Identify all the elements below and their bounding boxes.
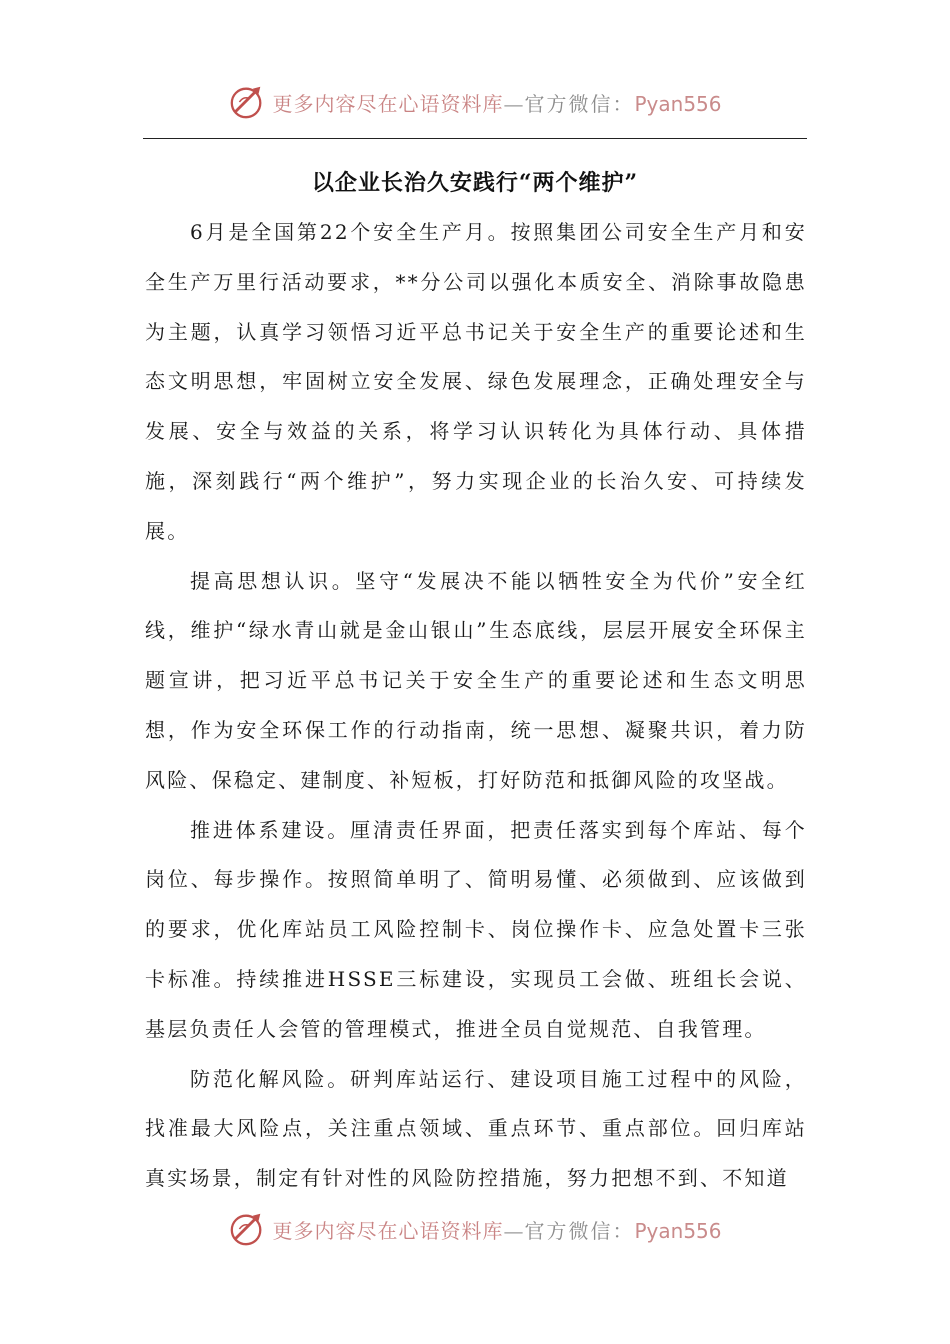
watermark-wechat-id: Pyan556: [634, 91, 722, 116]
watermark-prefix: 更多内容尽在心语资料库: [272, 91, 504, 116]
pen-nib-logo-icon: [228, 83, 266, 121]
header-divider: [143, 138, 807, 139]
watermark-text: [272, 1215, 721, 1244]
watermark-label: 官方微信：: [524, 1218, 635, 1243]
watermark-separator: —: [503, 91, 525, 116]
paragraph-2: 提高思想认识。坚守“发展决不能以牺牲安全为代价”安全红线，维护“绿水青山就是金山银山”生态底线，层层开展安全环保主题宣讲，把习近平总书记关于安全生产的重要论述和生态文明思想，作为安全环保工作的行动指南，统一思想、凝聚共识，着力防风险、保稳定、建制度、补短板，打好防范和抵御风险的攻坚战。: [145, 568, 807, 792]
pen-nib-logo-icon: [228, 1210, 266, 1248]
watermark-text: [272, 88, 721, 117]
watermark-label: 官方微信：: [524, 91, 635, 116]
watermark-prefix: 更多内容尽在心语资料库: [272, 1218, 504, 1243]
paragraph-3: 推进体系建设。厘清责任界面，把责任落实到每个库站、每个岗位、每步操作。按照简单明了、简明易懂、必须做到、应该做到的要求，优化库站员工风险控制卡、岗位操作卡、应急处置卡三张卡标准。持续推进HSSE三标建设，实现员工会做、班组长会说、基层负责任人会管的管理模式，推进全员自觉规范、自我管理。: [145, 817, 807, 1041]
watermark-header: [0, 80, 950, 124]
document-title: 以企业长治久安践行“两个维护”: [311, 170, 639, 196]
watermark-footer: [0, 1207, 950, 1251]
paragraph-4: 防范化解风险。研判库站运行、建设项目施工过程中的风险，找准最大风险点，关注重点领域、重点环节、重点部位。回归库站真实场景，制定有针对性的风险防控措施，努力把想不到、不知道: [145, 1066, 807, 1191]
document-body: [145, 208, 807, 1204]
paragraph-1: 6月是全国第22个安全生产月。按照集团公司安全生产月和安全生产万里行活动要求，**分公司以强化本质安全、消除事故隐患为主题，认真学习领悟习近平总书记关于安全生产的重要论述和生态文明思想，牢固树立安全发展、绿色发展理念，正确处理安全与发展、安全与效益的关系，将学习认识转化为具体行动、具体措施，深刻践行“两个维护”，努力实现企业的长治久安、可持续发展。: [145, 220, 807, 543]
watermark-wechat-id: Pyan556: [634, 1218, 722, 1243]
watermark-separator: —: [503, 1218, 525, 1243]
